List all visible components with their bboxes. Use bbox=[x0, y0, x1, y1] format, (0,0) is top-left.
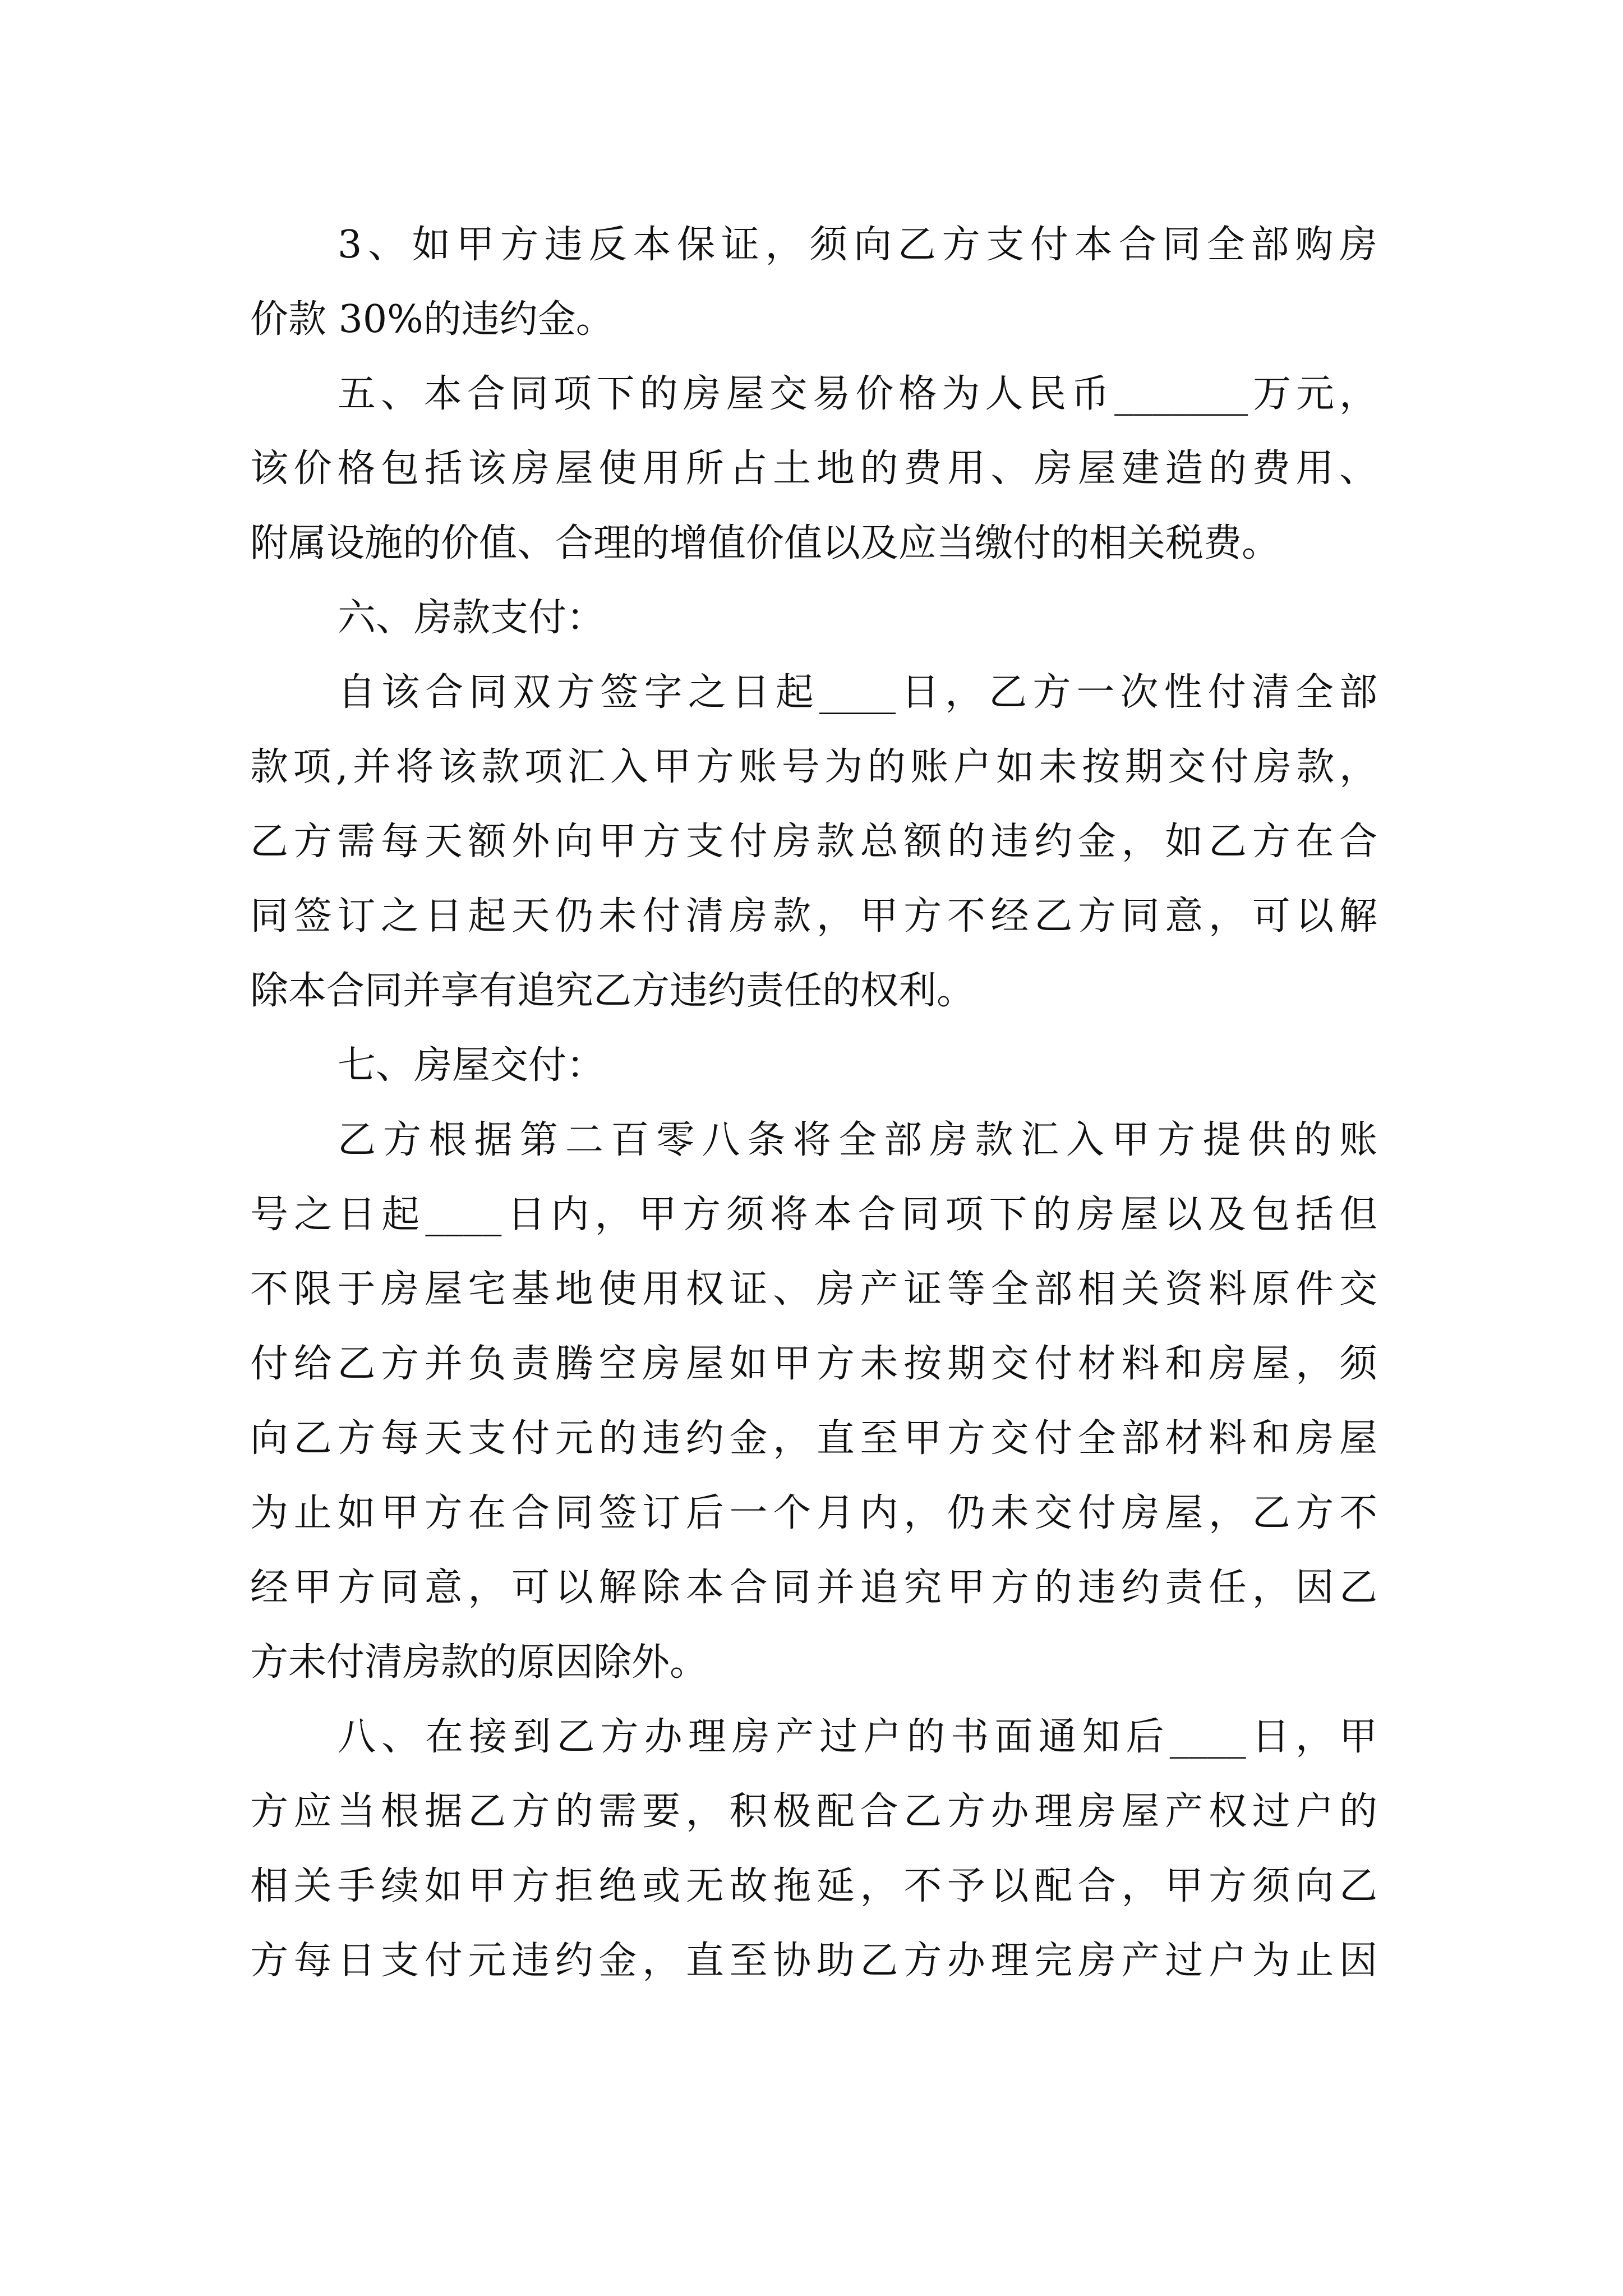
text-line: 经甲方同意，可以解除本合同并追究甲方的违约责任，因乙 bbox=[250, 1566, 1377, 1610]
text-line: 向乙方每天支付元的违约金，直至甲方交付全部材料和房屋 bbox=[250, 1416, 1377, 1461]
text-line: 方每日支付元违约金，直至协助乙方办理完房产过户为止因 bbox=[250, 1939, 1377, 1983]
text-line: 为止如甲方在合同签订后一个月内，仍未交付房屋，乙方不 bbox=[250, 1491, 1377, 1535]
text-line: 方应当根据乙方的需要，积极配合乙方办理房屋产权过户的 bbox=[250, 1789, 1377, 1834]
text-line: 五、本合同项下的房屋交易价格为人民币_______万元， bbox=[338, 372, 1377, 416]
text-line: 除本合同并享有追究乙方违约责任的权利。 bbox=[250, 969, 975, 1013]
text-line: 号之日起____日内，甲方须将本合同项下的房屋以及包括但 bbox=[250, 1193, 1377, 1237]
text-line: 同签订之日起天仍未付清房款，甲方不经乙方同意，可以解 bbox=[250, 894, 1377, 938]
text-line: 价款 30%的违约金。 bbox=[250, 297, 614, 342]
text-line: 乙方需每天额外向甲方支付房款总额的违约金，如乙方在合 bbox=[250, 820, 1377, 864]
text-line: 附属设施的价值、合理的增值价值以及应当缴付的相关税费。 bbox=[250, 521, 1280, 565]
text-line: 方未付清房款的原因除外。 bbox=[250, 1640, 708, 1685]
section-heading: 六、房款支付： bbox=[338, 596, 605, 640]
text-line: 八、在接到乙方办理房产过户的书面通知后____日，甲 bbox=[338, 1715, 1377, 1759]
text-line: 款项,并将该款项汇入甲方账号为的账户如未按期交付房款， bbox=[250, 745, 1377, 789]
text-line: 相关手续如甲方拒绝或无故拖延，不予以配合，甲方须向乙 bbox=[250, 1864, 1377, 1908]
text-line: 付给乙方并负责腾空房屋如甲方未按期交付材料和房屋，须 bbox=[250, 1342, 1377, 1386]
section-heading: 七、房屋交付： bbox=[338, 1043, 605, 1088]
text-line: 乙方根据第二百零八条将全部房款汇入甲方提供的账 bbox=[338, 1118, 1377, 1162]
contract-body bbox=[250, 208, 1377, 1998]
text-line: 自该合同双方签字之日起____日，乙方一次性付清全部 bbox=[338, 670, 1377, 715]
text-line: 该价格包括该房屋使用所占土地的费用、房屋建造的费用、 bbox=[250, 447, 1377, 491]
text-line: 不限于房屋宅基地使用权证、房产证等全部相关资料原件交 bbox=[250, 1267, 1377, 1312]
text-line: 3、如甲方违反本保证，须向乙方支付本合同全部购房 bbox=[338, 223, 1377, 267]
